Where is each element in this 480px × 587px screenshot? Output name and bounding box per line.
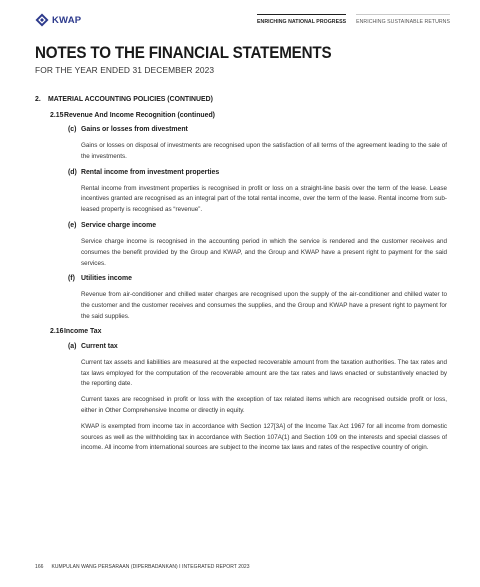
kwap-emblem-icon xyxy=(35,13,49,27)
page-number: 166 xyxy=(35,564,44,570)
section-number: 2. xyxy=(35,96,41,103)
item-heading-d xyxy=(35,169,447,179)
page-footer xyxy=(35,564,250,570)
item-letter: (d) xyxy=(68,168,77,176)
kwap-logo[interactable] xyxy=(35,13,81,27)
subsection-title: Revenue And Income Recognition (continued) xyxy=(64,112,215,119)
section-title: MATERIAL ACCOUNTING POLICIES (CONTINUED) xyxy=(48,96,213,103)
subsection-title: Income Tax xyxy=(64,327,102,335)
item-letter: (e) xyxy=(68,221,77,229)
paragraph: Rental income from investment properties is recognised in profit or loss on a straight-line basis over the term of the lease. Lease incentives granted are recognised as an integral part of the total rental income, over the term of the lease. Rental income from sub-leased property is recognised as “revenue”. xyxy=(81,184,447,214)
page-subtitle: FOR THE YEAR ENDED 31 DECEMBER 2023 xyxy=(35,65,215,75)
report-theme-tabs xyxy=(257,14,450,25)
item-letter: (c) xyxy=(68,126,77,133)
footer-report-title: KUMPULAN WANG PERSARAAN (DIPERBADANKAN) I INTEGRATED REPORT 2023 xyxy=(51,564,250,570)
paragraph: Gains or losses on disposal of investments are recognised upon the satisfaction of all terms of the agreement leading to the sale of the investments. xyxy=(81,142,447,160)
paragraph: Current taxes are recognised in profit or loss with the exception of tax related items which are recognised outside profit or loss, either in Other Comprehensive Income or directly in equity. xyxy=(81,396,447,414)
item-heading-f xyxy=(35,275,447,285)
item-heading-c xyxy=(35,126,447,136)
item-letter: (a) xyxy=(68,342,77,350)
brand-name: KWAP xyxy=(52,14,82,26)
item-title: Rental income from investment properties xyxy=(81,168,220,176)
notes-content xyxy=(35,96,447,454)
paragraph: Revenue from air-conditioner and chilled water charges are recognised upon the supply of the air-conditioner and chilled water to the customer and the customer receives and consumes the supplies, and the Group and KWAP have a present right to payment for the said supplies. xyxy=(81,291,447,320)
item-heading-a xyxy=(35,343,447,353)
item-title: Utilities income xyxy=(81,275,132,283)
section-heading xyxy=(35,96,447,106)
subsection-number: 2.15 xyxy=(50,112,64,119)
page-title: NOTES TO THE FINANCIAL STATEMENTS xyxy=(35,44,332,62)
tab-enriching-sustainable-returns[interactable]: ENRICHING SUSTAINABLE RETURNS xyxy=(356,14,450,25)
item-title: Current tax xyxy=(81,342,118,350)
item-heading-e xyxy=(35,222,447,232)
paragraph: Service charge income is recognised in the accounting period in which the service is rendered and the customer receives and consumes the benefit provided by the Group and KWAP, and the Group and KWAP have a present right to payment for the said services. xyxy=(81,237,447,267)
paragraph: KWAP is exempted from income tax in accordance with Section 127[3A] of the Income Tax Act 1967 for all income from domestic sources as well as the withholding tax in accordance with Section 107A(1) and Section 109 on the interests and special classes of income. All income from international sources are subject to the income tax laws and rates of the respective country of origin. xyxy=(81,422,447,452)
item-title: Gains or losses from divestment xyxy=(81,126,188,133)
paragraph: Current tax assets and liabilities are measured at the expected recoverable amount from the taxation authorities. The tax rates and tax laws employed for the computation of the recoverable amount are the tax rates and laws enacted or substantively enacted by the reporting date. xyxy=(81,358,447,388)
subsection-heading-2-15 xyxy=(35,112,447,122)
subsection-number: 2.16 xyxy=(50,327,64,335)
subsection-heading-2-16 xyxy=(35,328,447,338)
item-letter: (f) xyxy=(68,275,75,283)
tab-enriching-national-progress[interactable]: ENRICHING NATIONAL PROGRESS xyxy=(257,14,346,25)
item-title: Service charge income xyxy=(81,221,157,229)
